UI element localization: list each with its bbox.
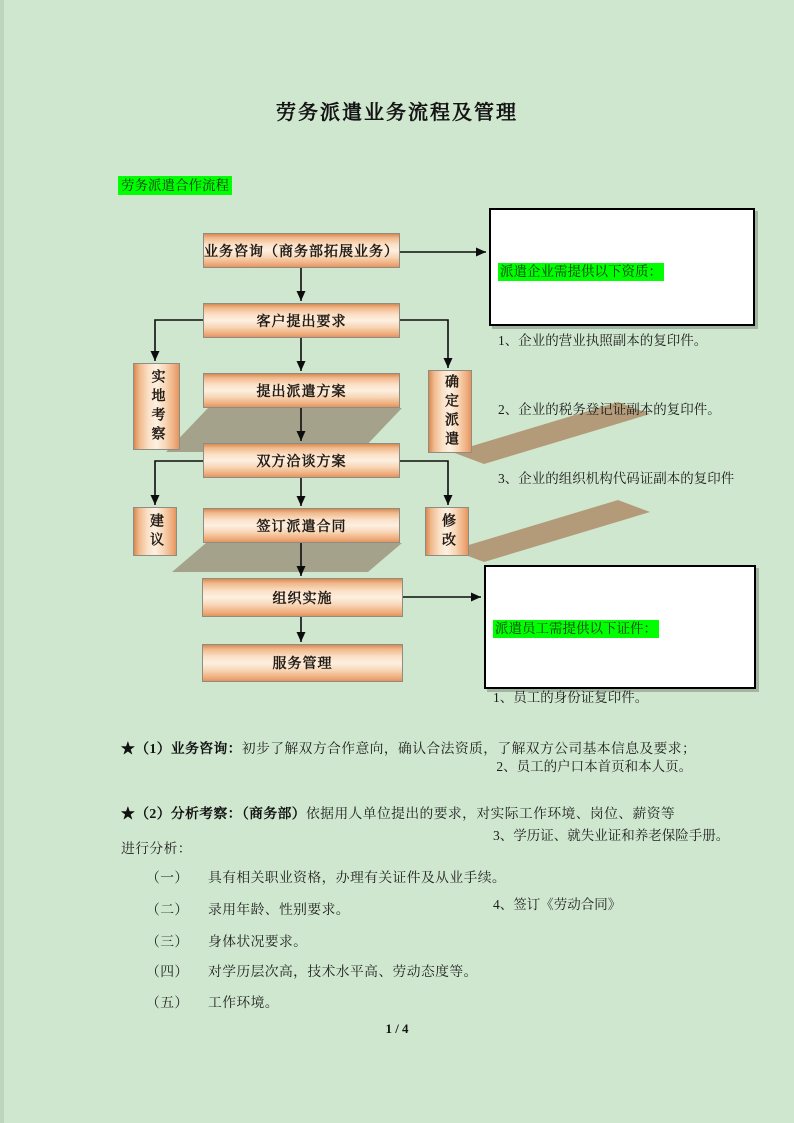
- info-box-employee-header: 派遣员工需提供以下证件：: [495, 621, 657, 636]
- info-box-enterprise: [489, 208, 755, 486]
- flow-box-propose-plan: 提出派遣方案: [203, 373, 400, 408]
- paragraph-1-text: 初步了解双方合作意向，确认合法资质，了解双方公司基本信息及要求；: [241, 741, 697, 756]
- analysis-item-number: （一）: [146, 870, 189, 885]
- analysis-item-text: 身体状况要求。: [208, 934, 308, 949]
- analysis-item-text: 录用年龄、性别要求。: [208, 902, 350, 917]
- info-box-employee-header-row: [493, 617, 746, 640]
- analysis-item: [146, 898, 350, 918]
- flow-box-suggest: 建议: [133, 507, 177, 556]
- analysis-item: [146, 866, 506, 886]
- info-item: 3、企业的组织机构代码证副本的复印件: [498, 471, 735, 486]
- info-item: 1、员工的身份证复印件。: [493, 690, 649, 705]
- paragraph-1-lead: ★（1）业务咨询：: [121, 741, 242, 756]
- analysis-item-text: 工作环境。: [208, 995, 279, 1010]
- flow-box-modify: 修改: [425, 507, 469, 556]
- analysis-item-number: （三）: [146, 934, 189, 949]
- analysis-item: [146, 960, 478, 980]
- section-label: 劳务派遣合作流程: [118, 176, 232, 195]
- paragraph-2: [121, 802, 701, 822]
- analysis-item: [146, 930, 307, 950]
- analysis-item-text: 对学历层次高，技术水平高、劳动态度等。: [208, 964, 478, 979]
- flow-box-site-visit: 实地考察: [133, 363, 180, 450]
- analysis-item: [146, 991, 279, 1011]
- flow-box-confirm-dispatch: 确定派遣: [428, 370, 472, 453]
- flow-box-client-request: 客户提出要求: [203, 303, 400, 338]
- info-item: 2、员工的户口本首页和本人页。: [493, 759, 693, 774]
- analysis-item-number: （四）: [146, 964, 189, 979]
- info-item: 1、企业的营业执照副本的复印件。: [498, 333, 708, 348]
- flow-box-sign-contract: 签订派遣合同: [203, 508, 400, 543]
- info-item: 2、企业的税务登记证副本的复印件。: [498, 402, 721, 417]
- analysis-item-number: （二）: [146, 902, 189, 917]
- page-title: 劳务派遣业务流程及管理: [276, 102, 518, 124]
- flow-box-implement: 组织实施: [202, 578, 403, 617]
- paragraph-2-text: 依据用人单位提出的要求，对实际工作环境、岗位、薪资等: [305, 806, 676, 821]
- info-item: 3、学历证、就失业证和养老保险手册。: [493, 828, 730, 843]
- paragraph-3: 进行分析：: [121, 841, 192, 856]
- flow-box-negotiate: 双方洽谈方案: [203, 443, 400, 478]
- paragraph-2-lead: ★（2）分析考察：（商务部）: [121, 806, 306, 821]
- info-box-enterprise-header: 派遣企业需提供以下资质：: [500, 264, 662, 279]
- info-item: 4、签订《劳动合同》: [493, 897, 622, 912]
- page-number: 1 / 4: [385, 1021, 409, 1036]
- paragraph-1: [121, 737, 701, 757]
- analysis-item-number: （五）: [146, 995, 189, 1010]
- flow-box-service: 服务管理: [202, 644, 403, 682]
- flow-box-business-consult: 业务咨询（商务部拓展业务）: [203, 233, 400, 268]
- info-box-enterprise-header-row: [498, 260, 745, 283]
- analysis-item-text: 具有相关职业资格，办理有关证件及从业手续。: [208, 870, 507, 885]
